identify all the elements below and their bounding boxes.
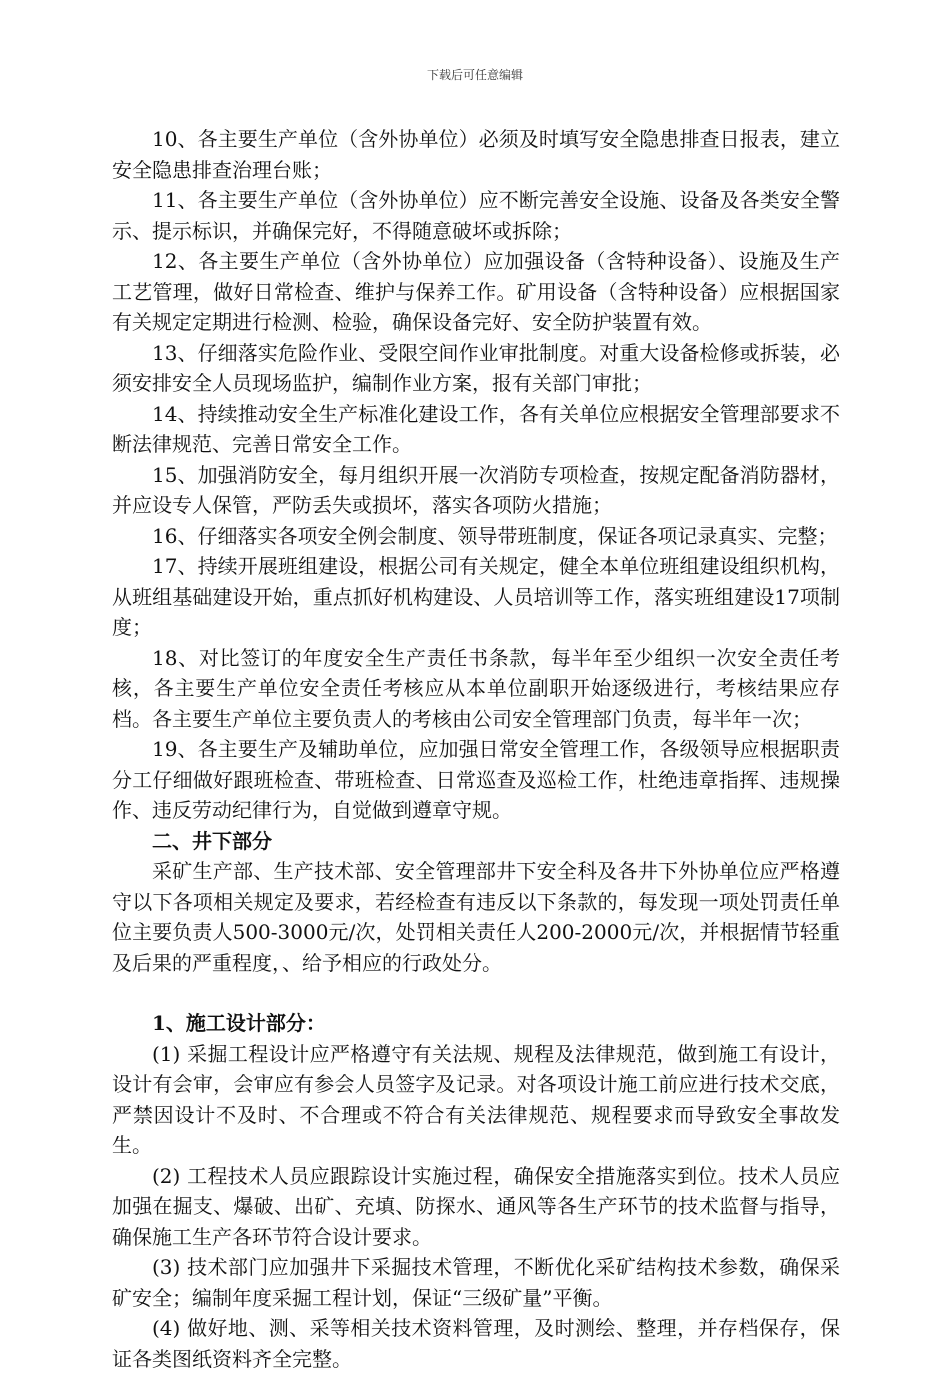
item-16: 16、仔细落实各项安全例会制度、领导带班制度，保证各项记录真实、完整； <box>152 523 838 548</box>
subsection-1-item-3: (3) 技术部门应加强井下采掘技术管理，不断优化采矿结构技术参数，确保采矿安全；编制年度采掘工程计划，保证“三级矿量”平衡。 <box>112 1255 840 1310</box>
subsection-1-item-1: (1) 采掘工程设计应严格遵守有关法规、规程及法律规范，做到施工有设计，设计有会审，会审应有参会人员签字及记录。对各项设计施工前应进行技术交底，严禁因设计不及时、不合理或不符合有关法律规范、规程要求而导致安全事故发生。 <box>112 1041 840 1157</box>
subsection-1-heading: 1、施工设计部分： <box>152 1011 326 1035</box>
section-2-intro: 采矿生产部、生产技术部、安全管理部井下安全科及各井下外协单位应严格遵守以下各项相关规定及要求，若经检查有违反以下条款的，每发现一项处罚责任单位主要负责人500-3000元/次，处罚相关责任人200-2000元/次，并根据情节轻重及后果的严重程度，、给予相应的行政处分。 <box>112 859 840 975</box>
item-19: 19、各主要生产及辅助单位，应加强日常安全管理工作，各级领导应根据职责分工仔细做好跟班检查、带班检查、日常巡查及巡检工作，杜绝违章指挥、违规操作、违反劳动纪律行为，自觉做到遵章守规。 <box>112 737 840 822</box>
item-15: 15、加强消防安全，每月组织开展一次消防专项检查，按规定配备消防器材，并应设专人保管，严防丢失或损坏，落实各项防火措施； <box>112 462 840 517</box>
page-header: 下载后可任意编辑 <box>426 68 523 82</box>
subsection-1-item-2: (2) 工程技术人员应跟踪设计实施过程，确保安全措施落实到位。技术人员应加强在掘支、爆破、出矿、充填、防探水、通风等各生产环节的技术监督与指导，确保施工生产各环节符合设计要求。 <box>112 1163 840 1249</box>
item-13: 13、仔细落实危险作业、受限空间作业审批制度。对重大设备检修或拆装，必须安排安全人员现场监护，编制作业方案，报有关部门审批； <box>112 340 840 395</box>
document-body <box>112 124 840 1374</box>
item-14: 14、持续推动安全生产标准化建设工作，各有关单位应根据安全管理部要求不断法律规范、完善日常安全工作。 <box>112 401 840 456</box>
item-12: 12、各主要生产单位（含外协单位）应加强设备（含特种设备）、设施及生产工艺管理，做好日常检查、维护与保养工作。矿用设备（含特种设备）应根据国家有关规定定期进行检测、检验，确保设备完好、安全防护装置有效。 <box>112 249 840 334</box>
section-2-heading: 二、井下部分 <box>152 828 272 853</box>
item-10: 10、各主要生产单位（含外协单位）必须及时填写安全隐患排查日报表，建立安全隐患排查治理台账； <box>112 127 840 182</box>
subsection-1-item-4: (4) 做好地、测、采等相关技术资料管理，及时测绘、整理，并存档保存，保证各类图纸资料齐全完整。 <box>112 1316 840 1371</box>
item-17: 17、持续开展班组建设，根据公司有关规定，健全本单位班组建设组织机构，从班组基础建设开始，重点抓好机构建设、人员培训等工作，落实班组建设17项制度； <box>112 554 840 639</box>
item-11: 11、各主要生产单位（含外协单位）应不断完善安全设施、设备及各类安全警示、提示标识，并确保完好，不得随意破坏或拆除； <box>112 188 840 243</box>
item-18: 18、对比签订的年度安全生产责任书条款，每半年至少组织一次安全责任考核，各主要生产单位安全责任考核应从本单位副职开始逐级进行，考核结果应存档。各主要生产单位主要负责人的考核由公司安全管理部门负责，每半年一次； <box>112 645 840 731</box>
